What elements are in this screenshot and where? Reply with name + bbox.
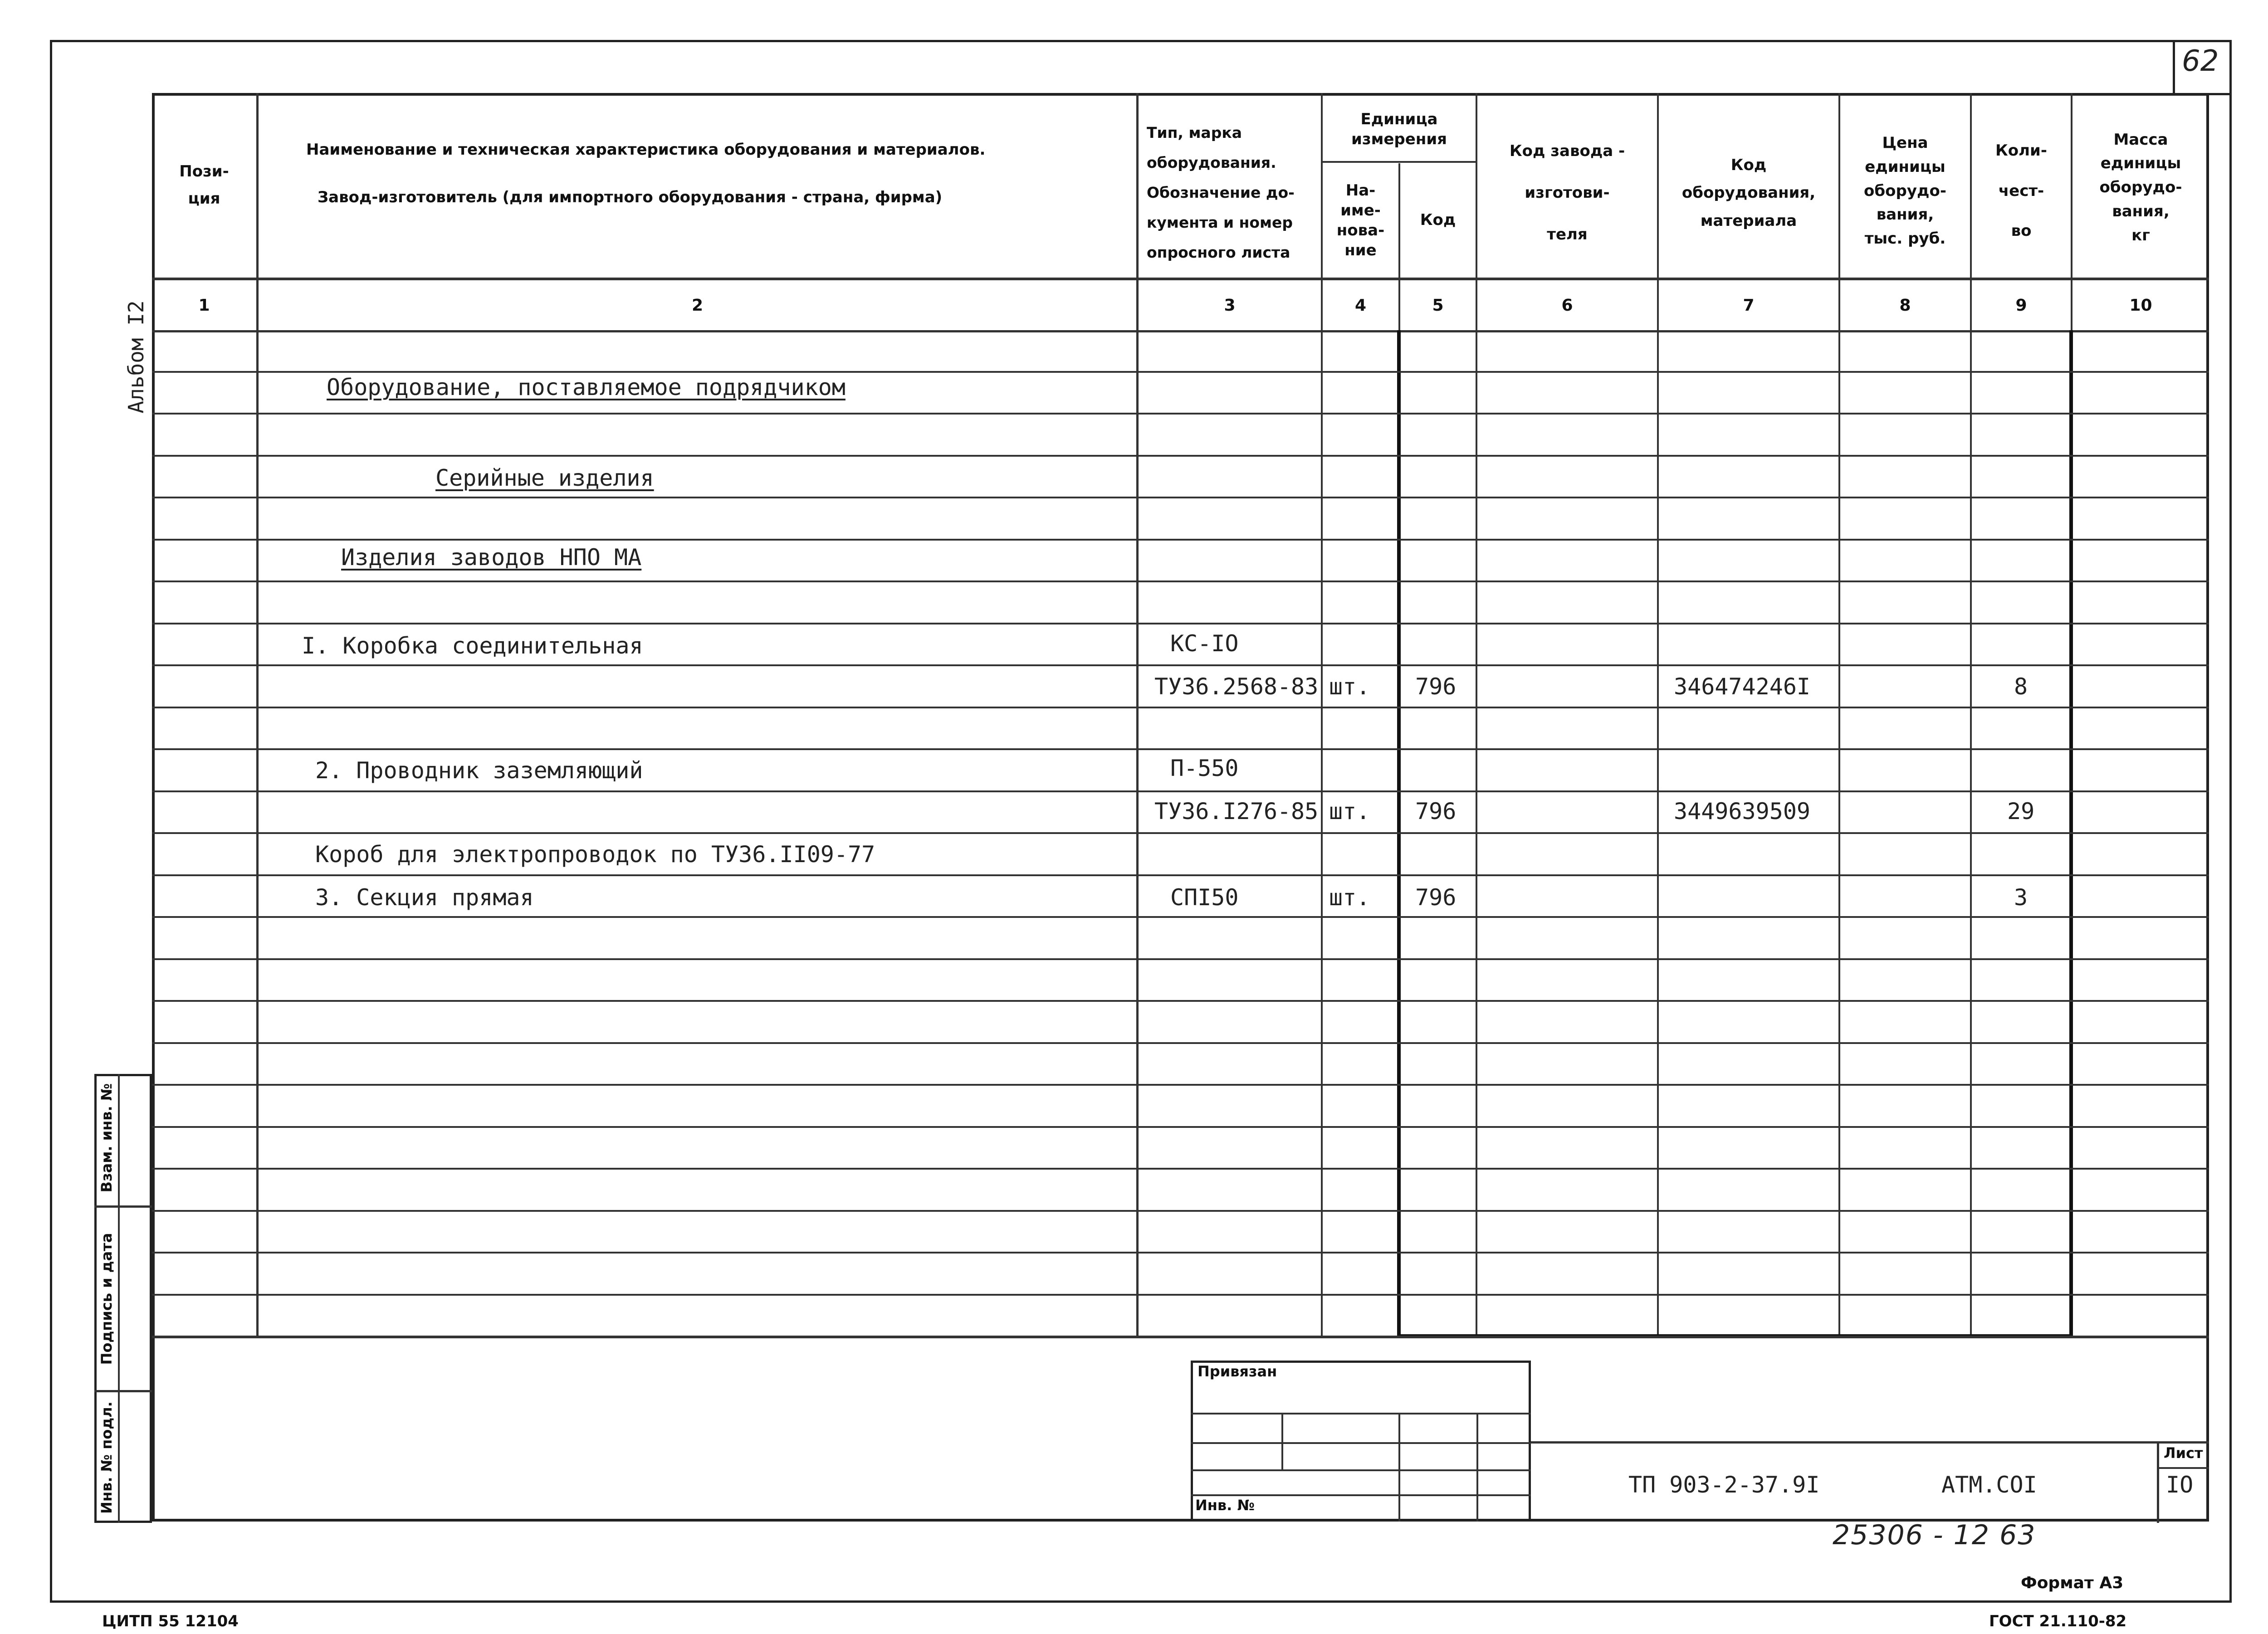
item2-equip-code: 3449639509: [1674, 798, 1811, 824]
row-line-7: [152, 623, 2209, 624]
row-line-24: [152, 1336, 2209, 1338]
col-divider-1: [256, 93, 259, 1338]
row-line-3: [152, 455, 2209, 457]
header-unit-group: Единица измерения: [1351, 110, 1447, 148]
sheet-box-left: [2157, 1441, 2159, 1523]
item3-qty: 3: [2014, 884, 2028, 911]
sheet-number: IO: [2166, 1472, 2194, 1498]
item1-doc: ТУ36.2568-83: [1154, 673, 1319, 700]
header-quantity: Коли- чест- во: [1995, 141, 2047, 240]
side-stamp-h1: [94, 1205, 152, 1208]
album-label: Альбом I2: [124, 300, 148, 414]
privyazan-h2: [1191, 1442, 1531, 1444]
page-number: 62: [2182, 44, 2219, 78]
colnum-8: 8: [1899, 296, 1911, 315]
header-name-line2: Завод-изготовитель (для импортного оборудования - страна, фирма): [318, 188, 943, 206]
row-line-21: [152, 1210, 2209, 1212]
colnum-2: 2: [691, 296, 704, 315]
subsection-serial: Серийные изделия: [435, 465, 654, 491]
item2-code: 796: [1415, 798, 1457, 824]
col-divider-5: [1476, 93, 1477, 1338]
item2-qty: 29: [2007, 798, 2035, 824]
header-plant-code: Код завода - изготови- теля: [1509, 142, 1625, 244]
privyazan-v1: [1281, 1413, 1283, 1469]
side-stamp-inner-v: [118, 1074, 120, 1523]
colnum-bottom-line: [152, 330, 2209, 332]
colnum-4: 4: [1354, 296, 1367, 315]
handwritten-number: 25306 - 12 63: [1833, 1519, 2036, 1551]
header-unit-name: На- име- нова- ние: [1336, 181, 1385, 260]
row-line-19: [152, 1126, 2209, 1128]
row-line-15: [152, 958, 2209, 960]
unit-group-line: [1321, 161, 1477, 163]
item2-unit: шт.: [1329, 798, 1370, 824]
row-line-16: [152, 1000, 2209, 1002]
row-line-10: [152, 748, 2209, 750]
doc-code: ТП 903-2-37.9I: [1628, 1472, 1820, 1498]
row-line-6: [152, 580, 2209, 582]
privyazan-v2: [1398, 1413, 1400, 1522]
header-mass: Масса единицы оборудо- вания, кг: [2099, 130, 2182, 244]
row-line-11: [152, 790, 2209, 792]
colnum-9: 9: [2015, 296, 2027, 315]
group-note: Короб для электропроводок по ТУ36.II09-77: [315, 841, 875, 868]
titleblock-top: [1531, 1441, 2209, 1444]
doc-mark: АТМ.COI: [1941, 1472, 2037, 1498]
row-line-12: [152, 832, 2209, 834]
header-type: Тип, марка оборудования. Обозначение до- кумента и номер опросного листа: [1147, 124, 1295, 261]
row-line-9: [152, 707, 2209, 708]
side-inv-podl: Инв. № подл.: [98, 1401, 115, 1514]
row-line-8: [152, 664, 2209, 666]
colnum-6: 6: [1561, 296, 1573, 315]
row-line-23: [152, 1294, 2209, 1296]
item1-unit: шт.: [1329, 673, 1370, 700]
sheet-box-mid: [2157, 1467, 2209, 1469]
item2-doc: ТУ36.I276-85: [1154, 798, 1319, 824]
item1-code: 796: [1415, 673, 1457, 700]
item3-code: 796: [1415, 884, 1457, 911]
colnum-3: 3: [1224, 296, 1236, 315]
item3-unit: шт.: [1329, 884, 1370, 911]
header-position: Пози- ция: [179, 162, 229, 208]
colnum-7: 7: [1743, 296, 1755, 315]
col-divider-2: [1136, 93, 1139, 1338]
col-divider-8: [1970, 93, 1972, 1338]
row-line-13: [152, 874, 2209, 876]
colnum-10: 10: [2129, 296, 2152, 315]
header-name-line1: Наименование и техническая характеристика оборудования и материалов.: [306, 141, 986, 159]
item3-type: СПI50: [1170, 884, 1239, 911]
row-line-14: [152, 916, 2209, 918]
item2-type: П-550: [1170, 755, 1239, 781]
thick-left: [1397, 330, 1401, 1338]
row-line-5: [152, 539, 2209, 541]
privyazan-h3: [1191, 1469, 1531, 1471]
row-line-18: [152, 1084, 2209, 1086]
privyazan-label: Привязан: [1198, 1363, 1277, 1380]
row-line-17: [152, 1042, 2209, 1044]
side-vzam: Взам. инв. №: [98, 1083, 115, 1193]
row-line-4: [152, 497, 2209, 498]
item1-qty: 8: [2014, 673, 2028, 700]
col-divider-6: [1657, 93, 1659, 1338]
colnum-1: 1: [198, 296, 210, 315]
row-line-22: [152, 1252, 2209, 1254]
side-podpis: Подпись и дата: [98, 1233, 115, 1365]
row-line-20: [152, 1168, 2209, 1170]
header-price: Цена единицы оборудо- вания, тыс. руб.: [1864, 134, 1946, 248]
inv-no-label: Инв. №: [1195, 1497, 1255, 1514]
footer-right: ГОСТ 21.110-82: [1989, 1612, 2127, 1630]
col-divider-3: [1321, 93, 1323, 1338]
item1-equip-code: 346474246I: [1674, 673, 1811, 700]
col-divider-7: [1838, 93, 1840, 1338]
item2-name: 2. Проводник заземляющий: [315, 757, 643, 784]
header-unit-code: Код: [1420, 211, 1456, 229]
privyazan-v3: [1476, 1413, 1478, 1522]
item3-name: 3. Секция прямая: [315, 884, 534, 911]
privyazan-h1: [1191, 1413, 1531, 1415]
row-line-2: [152, 413, 2209, 415]
sheet-label: Лист: [2164, 1444, 2203, 1462]
row-line-1: [152, 371, 2209, 373]
item1-type: КС-IO: [1170, 630, 1239, 657]
colnum-5: 5: [1432, 296, 1444, 315]
format-label: Формат А3: [2021, 1574, 2124, 1592]
item1-name: I. Коробка соединительная: [302, 633, 643, 659]
subsection-plants: Изделия заводов НПО МА: [341, 544, 642, 571]
privyazan-h4: [1191, 1494, 1531, 1496]
footer-left: ЦИТП 55 12104: [102, 1612, 239, 1630]
thick-right: [2069, 330, 2073, 1338]
section-title: Оборудование, поставляемое подрядчиком: [327, 374, 846, 400]
header-equip-code: Код оборудования, материала: [1681, 156, 1816, 230]
